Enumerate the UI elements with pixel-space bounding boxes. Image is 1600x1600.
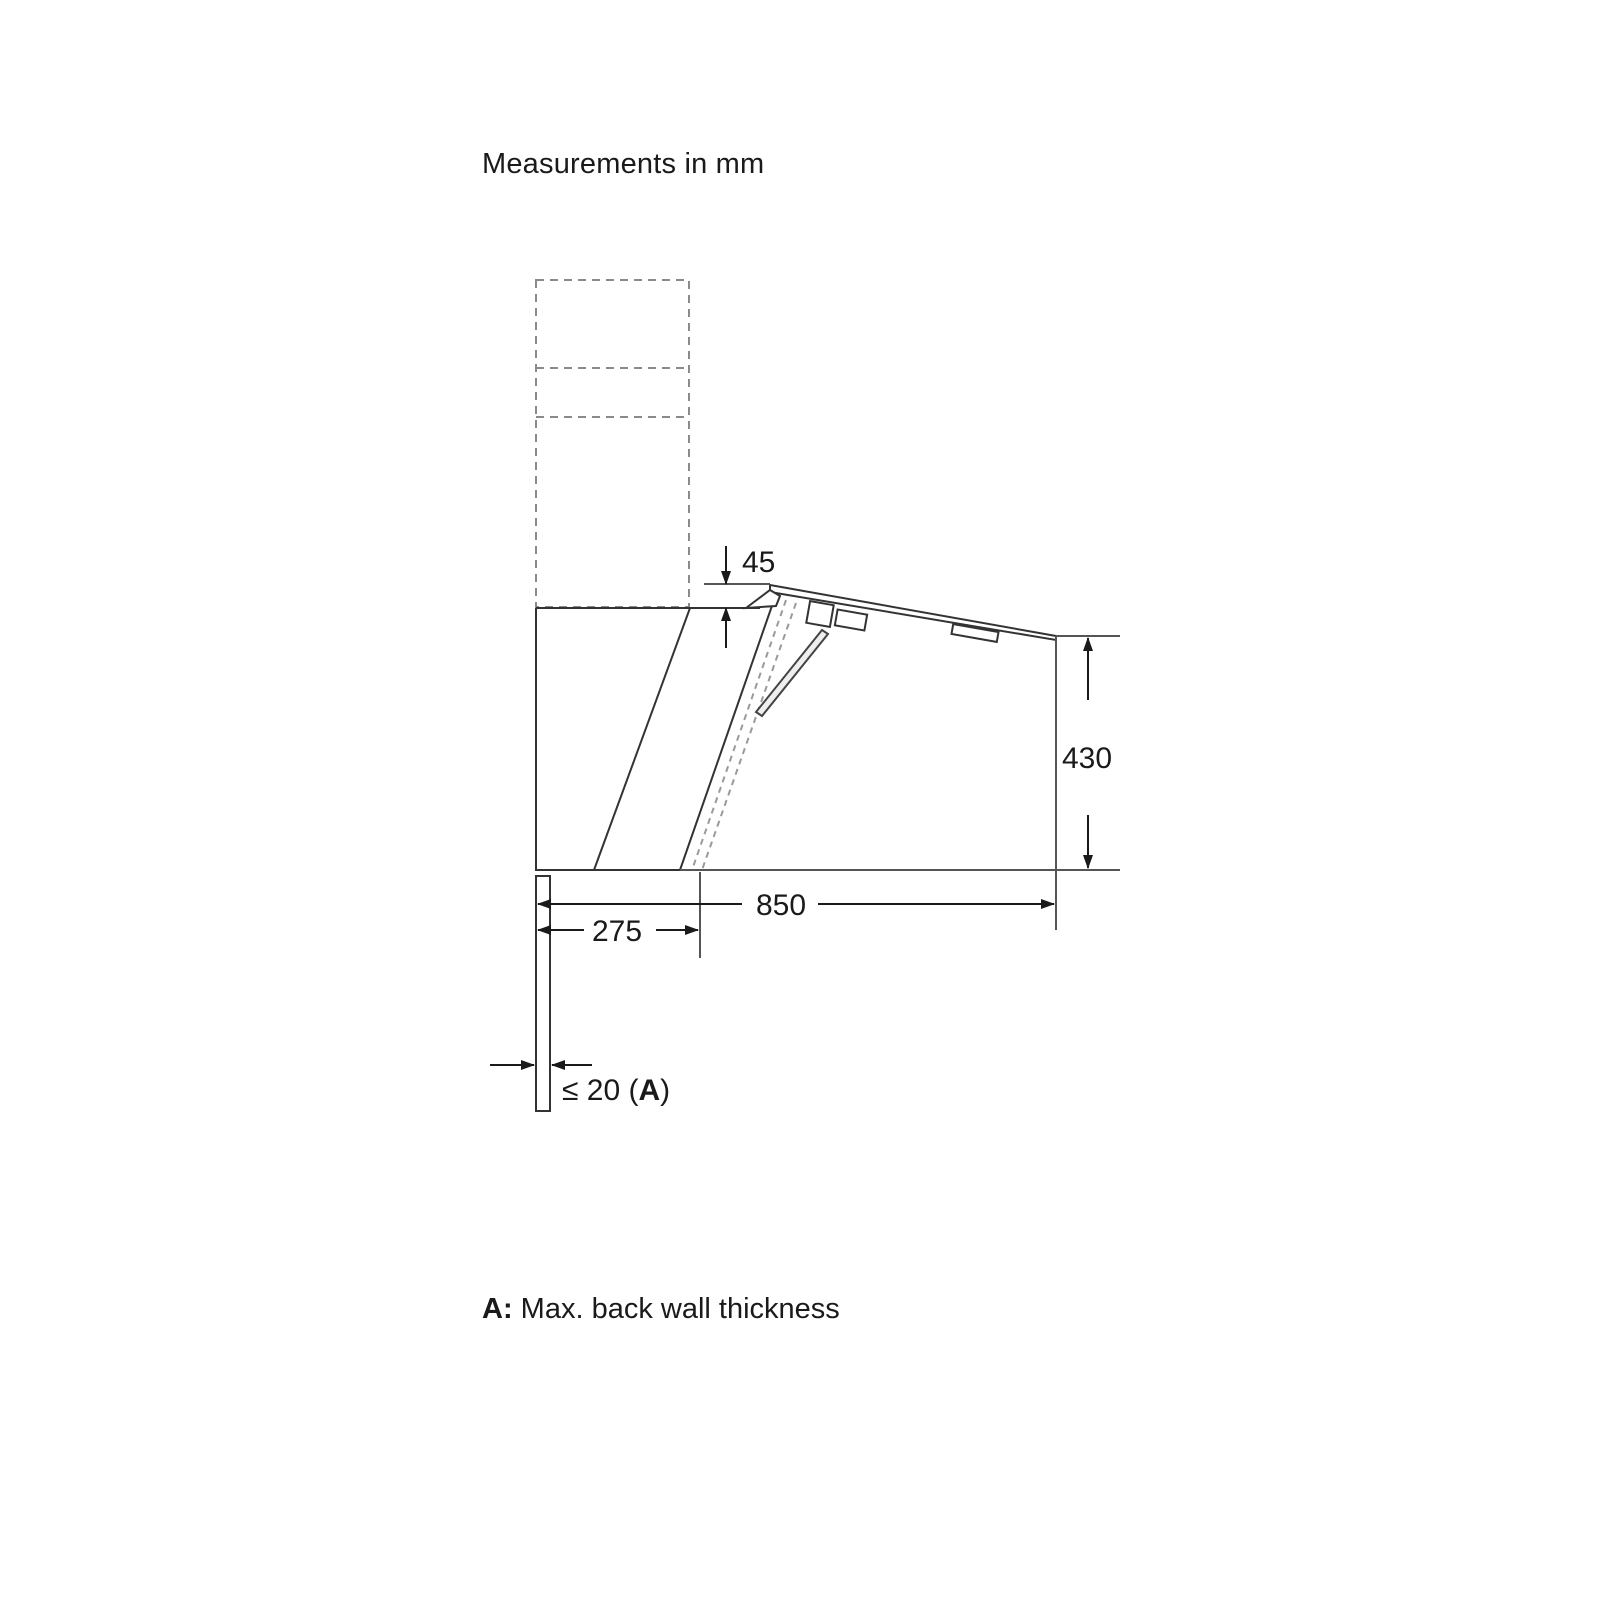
page-title: Measurements in mm xyxy=(482,148,765,180)
glass-closed-outline xyxy=(692,600,796,870)
legend-text: Max. back wall thickness xyxy=(520,1293,840,1325)
wall-thickness-prefix: ≤ 20 ( xyxy=(562,1074,639,1107)
dim-label-45: 45 xyxy=(742,546,776,579)
support-arm xyxy=(756,630,828,716)
dim-label-850: 850 xyxy=(756,889,807,922)
legend-key: A: xyxy=(482,1293,513,1325)
legend xyxy=(482,1293,840,1326)
dim-label-275: 275 xyxy=(592,915,643,948)
wall-thickness-suffix: ) xyxy=(660,1074,671,1107)
back-wall xyxy=(536,876,550,1111)
chimney-outline xyxy=(536,280,689,607)
dim-label-wall-thickness xyxy=(562,1074,670,1107)
wall-thickness-key: A xyxy=(638,1074,661,1107)
dim-label-430: 430 xyxy=(1062,742,1113,775)
